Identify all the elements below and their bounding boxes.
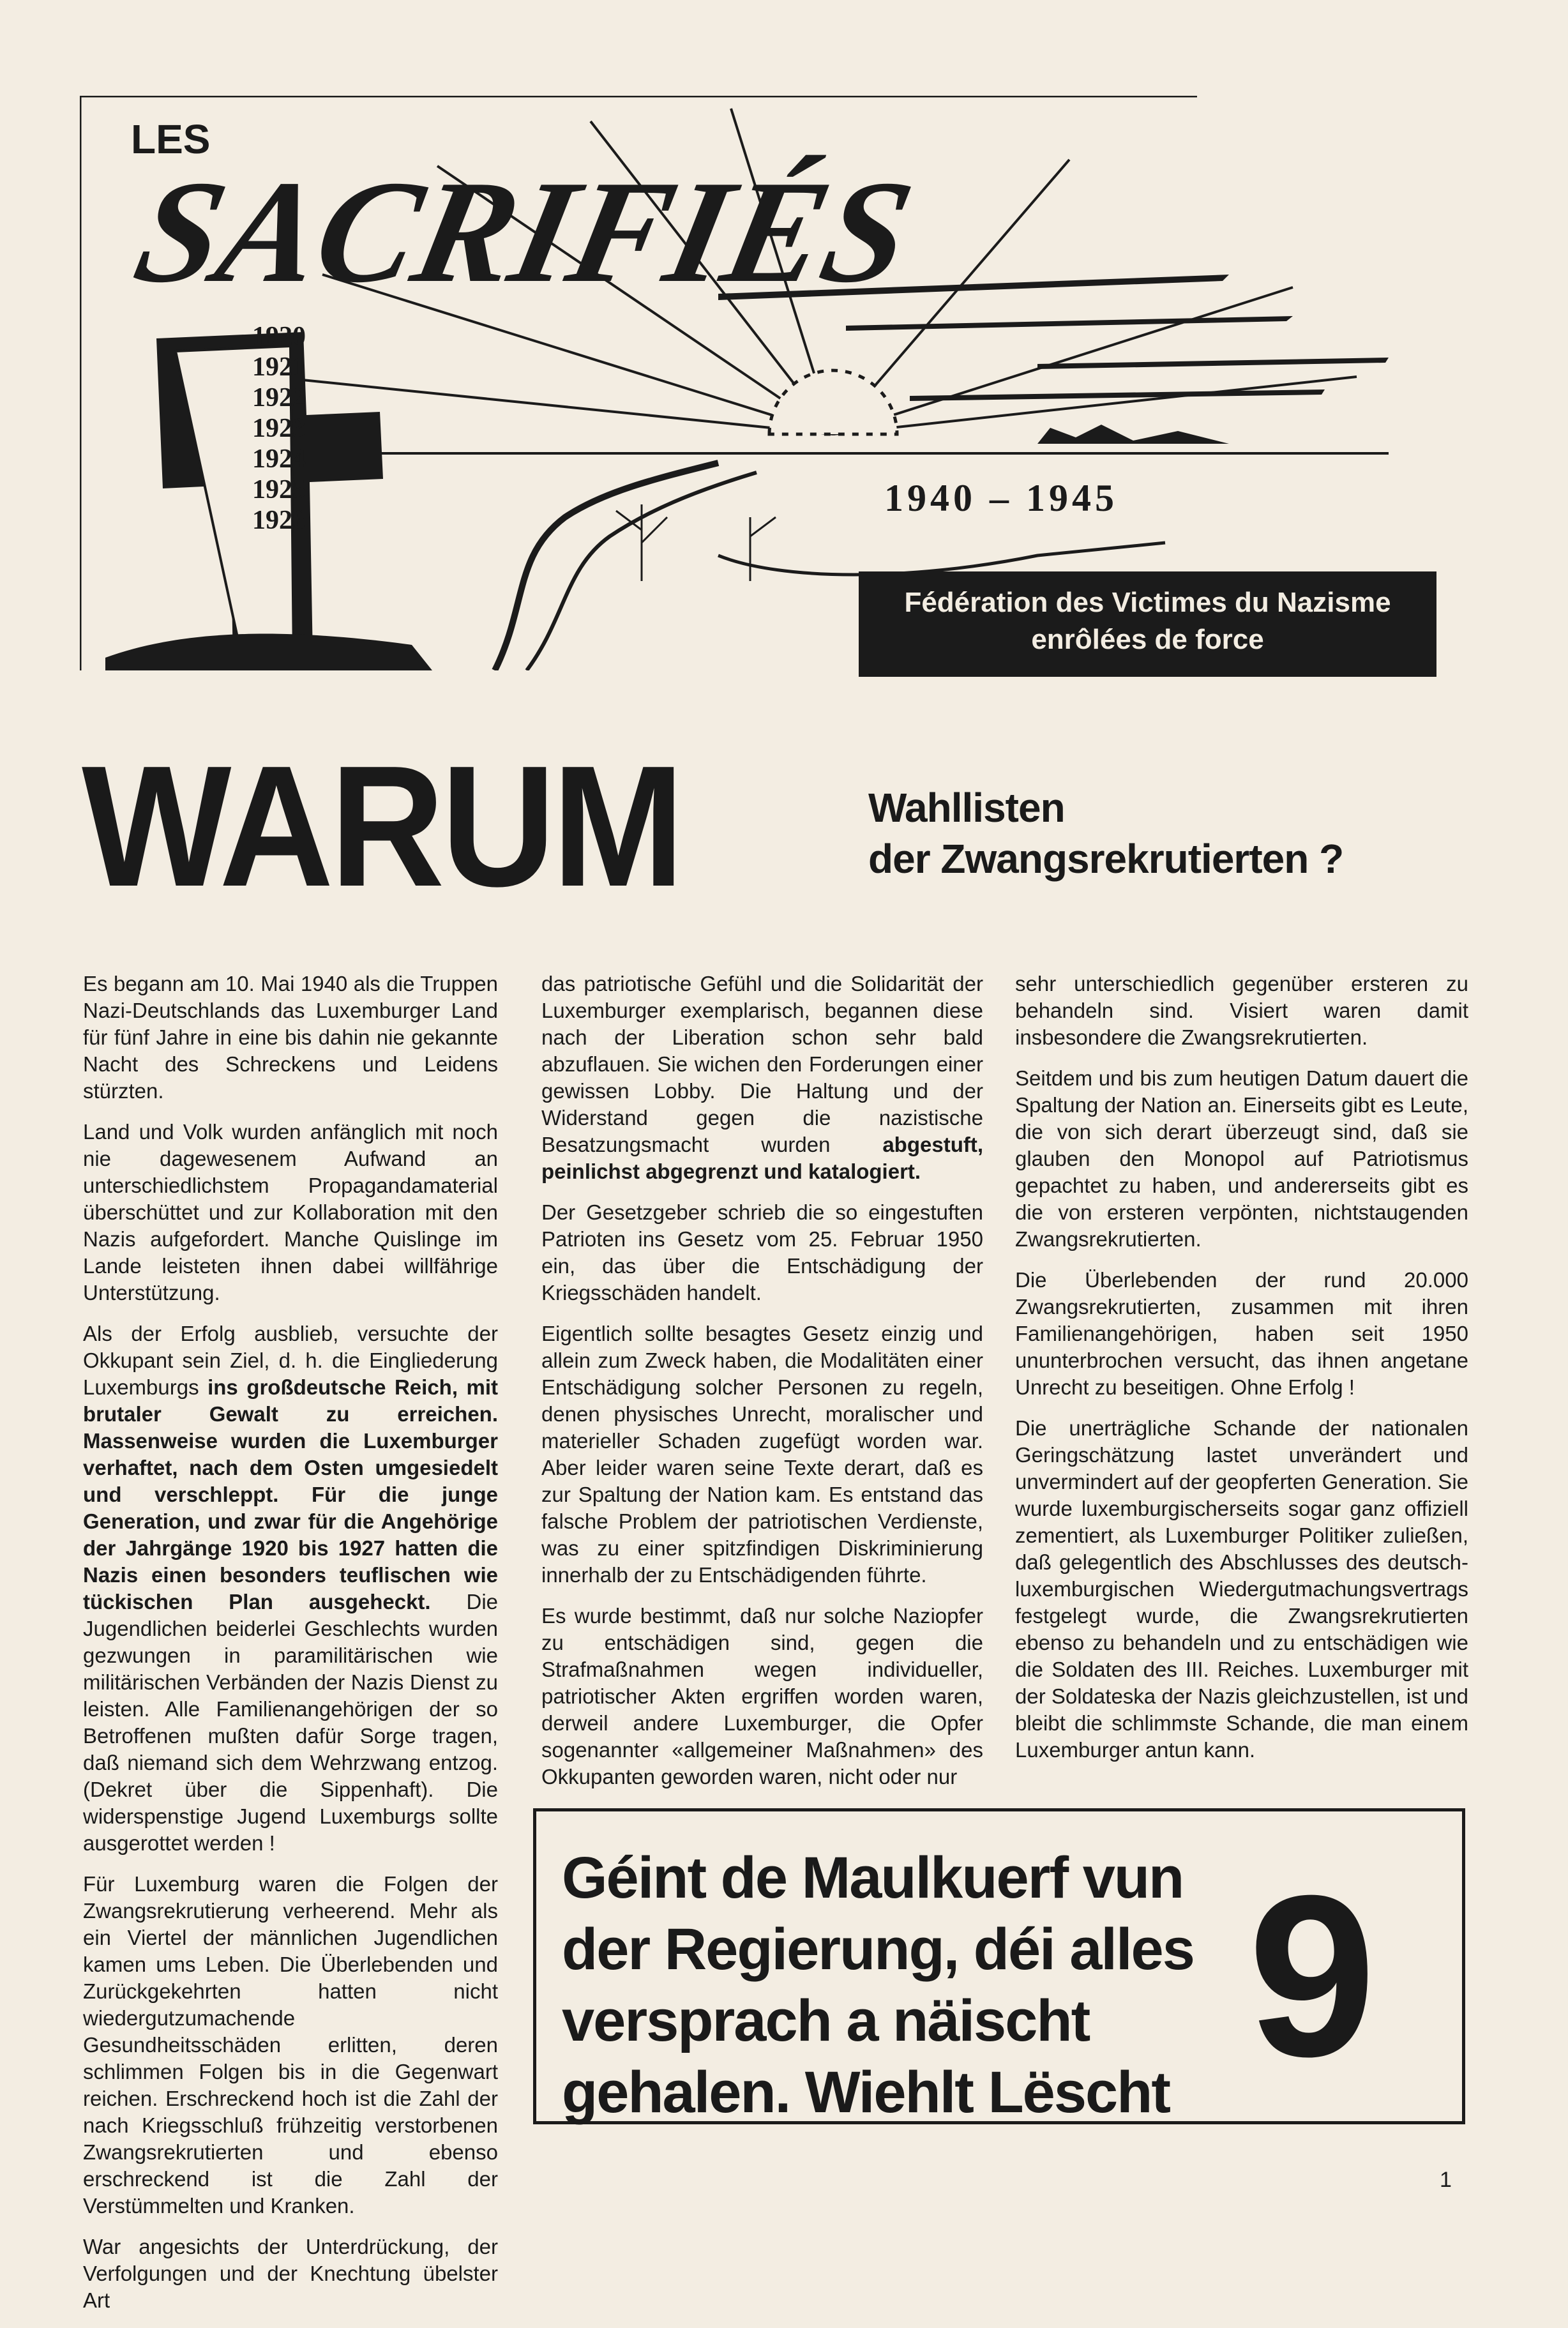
list-number: 9: [1248, 1848, 1376, 2105]
emphasis-text: abgestuft, peinlichst abgegrenzt und katalogiert.: [541, 1133, 983, 1183]
paragraph: das patriotische Gefühl und die Solidarität der Luxemburger exemplarisch, begannen diese nach der Liberation schon sehr bald abzuflauen. Sie wichen den Forderungen einer gewissen Lobby. Die Haltung und der Widerstand gegen die nazistische Besatzungsmacht wurden abgestuft, peinlichst abgegrenzt und katalogiert.: [541, 972, 983, 1183]
year-1922: 1922: [252, 383, 306, 412]
paragraph: sehr unterschiedlich gegenüber ersteren zu behandeln sind. Visiert waren damit insbesondere die Zwangsrekrutierten.: [1015, 972, 1468, 1049]
federation-banner: [859, 571, 1436, 677]
article-column-1: [83, 971, 498, 2328]
year-1924: 1924: [252, 444, 306, 474]
paragraph: Es begann am 10. Mai 1940 als die Truppen Nazi-Deutschlands das Luxemburger Land für fünf Jahre in eine bis dahin nie gekannte Nacht des Schreckens und Leidens stürzten.: [83, 972, 498, 1103]
headline-subtitle: [868, 782, 1343, 884]
year-1925: 1925: [252, 475, 306, 504]
year-1926: 1926: [252, 506, 306, 535]
year-1923: 1923: [252, 414, 306, 443]
paragraph: Eigentlich sollte besagtes Gesetz einzig und allein zum Zweck haben, die Modalitäten einer Entschädigung solcher Personen zu regeln, denen physisches Unrecht, moralischer und materieller Schaden zugefügt worden war. Aber leider waren seine Texte derart, daß es zur Spaltung der Nation kam. Es entstand das falsche Problem der patriotischen Verdienste, was zu einer spitzfindigen Diskriminierung innerhalb der zu Entschädigenden führte.: [541, 1322, 983, 1587]
year-1921: 1921: [252, 352, 306, 382]
year-1920: 1920: [252, 322, 306, 351]
subtitle-line-2: der Zwangsrekrutierten ?: [868, 836, 1344, 882]
paragraph: Die unerträgliche Schande der nationalen Geringschätzung lastet unverändert und unvermindert auf der geopferten Generation. Sie wurde luxemburgischerseits sogar ganz offiziell zementiert, als Luxemburger Politiker zuließen, daß gelegentlich des Abschlusses des deutsch-luxemburgischen Wiedergutmachungsvertrags festgelegt wurde, die Zwangsrekrutierten ebenso zu behandeln und zu entschädigen wie die Soldaten des III. Reiches. Luxemburger mit der Soldateska der Nazis gleichzustellen, ist und bleibt die schlimmste Schande, die man einem Luxemburger antun kann.: [1015, 1416, 1468, 1762]
election-slogan: Géint de Maulkuerf vun der Regierung, déi alles versprach a näischt gehalen. Wiehlt Lëscht: [562, 1845, 1194, 2125]
emphasis-text: ins großdeutsche Reich, mit brutaler Gewalt zu erreichen. Massenweise wurden die Luxemburger verhaftet, nach dem Osten umgesiedelt und verschleppt. Für die junge Generation, und zwar für die Angehörige der Jahrgänge 1920 bis 1927 hatten die Nazis einen besonders teuflischen wie tückischen Plan ausgeheckt.: [83, 1375, 498, 1614]
paragraph: Für Luxemburg waren die Folgen der Zwangsrekrutierung verheerend. Mehr als ein Viertel der männlichen Jugendlichen kamen ums Leben. Die Überlebenden und Zurückgekehrten hatten nicht wiedergutzumachende Gesundheitsschäden erlitten, deren schlimmen Folgen bis in die Gegenwart reichen. Erschreckend hoch ist die Zahl der nach Kriegsschluß frühzeitig verstorbenen Zwangsrekrutierten und ebenso erschreckend ist die Zahl der Verstümmelten und Kranken.: [83, 1872, 498, 2218]
paragraph: War angesichts der Unterdrückung, der Verfolgungen und der Knechtung übelster Art: [83, 2235, 498, 2312]
paragraph: Als der Erfolg ausblieb, versuchte der Okkupant sein Ziel, d. h. die Eingliederung Luxemburgs ins großdeutsche Reich, mit brutaler Gewalt zu erreichen. Massenweise wurden die Luxemburger verhaftet, nach dem Osten umgesiedelt und verschleppt. Für die junge Generation, und zwar für die Angehörige der Jahrgänge 1920 bis 1927 hatten die Nazis einen besonders teuflischen wie tückischen Plan ausgeheckt. Die Jugendlichen beiderlei Geschlechts wurden gezwungen in paramilitärischen wie militärischen Verbänden der Nazis Dienst zu leisten. Alle Familienangehörigen der so Betroffenen mußten dafür Sorge tragen, daß niemand sich dem Wehrzwang entzog. (Dekret über die Sippenhaft). Die widerspenstige Jugend Luxemburgs sollte ausgerottet werden !: [83, 1322, 499, 1855]
article-column-3: [1015, 971, 1468, 1778]
masthead-small: LES: [131, 116, 211, 162]
paragraph: Seitdem und bis zum heutigen Datum dauert die Spaltung der Nation an. Einerseits gibt es Leute, die von sich derart überzeugt sind, daß sie glauben den Monopol auf Patriotismus gepachtet zu haben, und andererseits gibt es die von ersteren verpönten, nichtstaugenden Zwangsrekrutierten.: [1015, 1066, 1468, 1251]
banner-line-1: Fédération des Victimes du Nazisme: [904, 587, 1391, 618]
banner-line-2: enrôlées de force: [1031, 624, 1264, 655]
paragraph: Es wurde bestimmt, daß nur solche Naziopfer zu entschädigen sind, gegen die Strafmaßnahmen wegen individueller, patriotischer Akten ergriffen worden waren, derweil andere Luxemburger, die Opfer sogenannter «allgemeiner Maßnahmen» des Okkupanten geworden waren, nicht oder nur: [541, 1604, 983, 1788]
page-number: 1: [1440, 2168, 1452, 2192]
paragraph: Die Überlebenden der rund 20.000 Zwangsrekrutierten, zusammen mit ihren Familienangehörigen, haben seit 1950 ununterbrochen versucht, das ihnen angetane Unrecht zu beseitigen. Ohne Erfolg !: [1015, 1268, 1468, 1399]
article-column-2: [541, 971, 983, 1804]
paragraph: Der Gesetzgeber schrieb die so eingestuften Patrioten ins Gesetz vom 25. Februar 1950 ein, das über die Entschädigung der Kriegsschäden handelt.: [541, 1200, 983, 1304]
paragraph: Land und Volk wurden anfänglich mit noch nie dagewesenem Aufwand an unterschiedlichstem Propagandamaterial überschüttet und zur Kollaboration mit den Nazis aufgefordert. Manche Quislinge im Lande leisteten ihnen dabei willfährige Unterstützung.: [83, 1120, 498, 1304]
masthead-title: SACRIFIÉS: [123, 151, 925, 314]
period-label: 1940 – 1945: [884, 477, 1118, 519]
subtitle-line-1: Wahllisten: [868, 785, 1065, 831]
headline-main: WARUM: [82, 730, 681, 923]
